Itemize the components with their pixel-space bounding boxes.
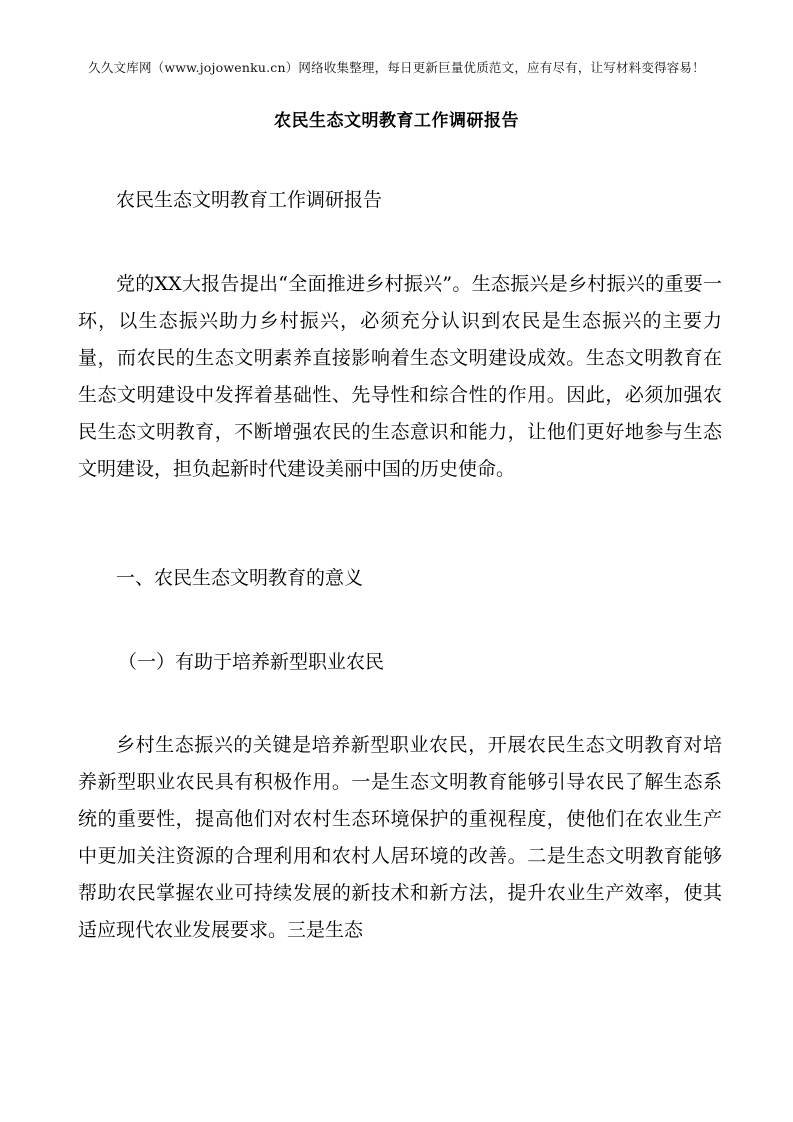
subsection-heading: （一）有助于培养新型职业农民 [118, 651, 385, 673]
intro-paragraph: 党的XX大报告提出“全面推进乡村振兴”。生态振兴是乡村振兴的重要一环，以生态振兴助力乡村振兴，必须充分认识到农民是生态振兴的主要力量，而农民的生态文明素养直接影响着生态文明建设成效。生态文明教育在生态文明建设中发挥着基础性、先导性和综合性的作用。因此，必须加强农民生态文明教育，不断增强农民的生态意识和能力，让他们更好地参与生态文明建设，担负起新时代建设美丽中国的历史使命。 [78, 273, 722, 480]
document-subtitle: 农民生态文明教育工作调研报告 [116, 189, 383, 211]
site-notice-header: 久久文库网（www.jojowenku.cn）网络收集整理，每日更新巨量优质范文，应有尽有，让写材料变得容易！ [88, 60, 705, 75]
document-title: 农民生态文明教育工作调研报告 [274, 111, 519, 131]
body-paragraph: 乡村生态振兴的关键是培养新型职业农民，开展农民生态文明教育对培养新型职业农民具有积极作用。一是生态文明教育能够引导农民了解生态系统的重要性，提高他们对农村生态环境保护的重视程度，使他们在农业生产中更加关注资源的合理利用和农村人居环境的改善。二是生态文明教育能够帮助农民掌握农业可持续发展的新技术和新方法，提升农业生产效率，使其适应现代农业发展要求。三是生态 [78, 734, 722, 941]
section-heading: 一、农民生态文明教育的意义 [116, 567, 364, 589]
